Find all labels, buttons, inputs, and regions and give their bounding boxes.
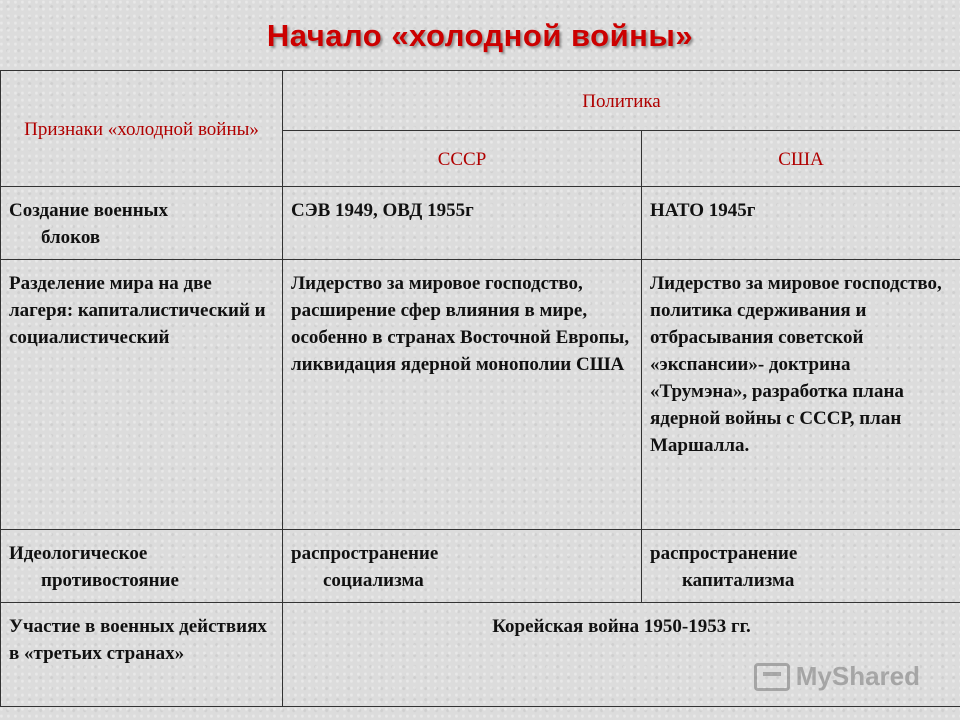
watermark-text: MyShared xyxy=(795,661,920,691)
row3-ussr-line1: распространение xyxy=(291,543,439,564)
watermark xyxy=(754,661,920,692)
myshared-logo-icon xyxy=(754,663,790,691)
row2-sign: Разделение мира на две лагеря: капиталистический и социалистический xyxy=(1,260,283,530)
row3-ussr xyxy=(283,530,642,603)
header-signs: Признаки «холодной войны» xyxy=(1,71,283,187)
row1-usa: НАТО 1945г xyxy=(642,187,960,260)
header-row xyxy=(1,71,960,131)
table-row xyxy=(1,187,960,260)
row1-sign xyxy=(1,187,283,260)
row3-sign-line1: Идеологическое xyxy=(9,543,148,564)
row3-ussr-line2: социализма xyxy=(323,570,424,591)
table-row xyxy=(1,260,960,530)
header-usa: США xyxy=(642,131,960,187)
row3-sign xyxy=(1,530,283,603)
header-ussr: СССР xyxy=(283,131,642,187)
row1-ussr: СЭВ 1949, ОВД 1955г xyxy=(283,187,642,260)
row3-usa xyxy=(642,530,960,603)
header-politics: Политика xyxy=(283,71,960,131)
cold-war-table xyxy=(0,70,960,707)
row4-sign: Участие в военных действиях в «третьих странах» xyxy=(1,603,283,707)
row3-usa-line1: распространение xyxy=(650,543,798,564)
table-row xyxy=(1,530,960,603)
page-title: Начало «холодной войны» xyxy=(266,18,694,53)
row3-sign-line2: противостояние xyxy=(41,570,179,591)
row2-usa: Лидерство за мировое господство, политика сдерживания и отбрасывания советской «экспансии»- доктрина «Трумэна», разработка плана ядерной войны с СССР, план Маршалла. xyxy=(642,260,960,530)
row3-usa-line2: капитализма xyxy=(682,570,795,591)
row2-ussr: Лидерство за мировое господство, расширение сфер влияния в мире, особенно в странах Восточной Европы, ликвидация ядерной монополии США xyxy=(283,260,642,530)
row1-sign-line2: блоков xyxy=(41,227,101,248)
row1-sign-line1: Создание военных xyxy=(9,200,168,221)
row4-both: Корейская война 1950-1953 гг. xyxy=(283,603,960,707)
